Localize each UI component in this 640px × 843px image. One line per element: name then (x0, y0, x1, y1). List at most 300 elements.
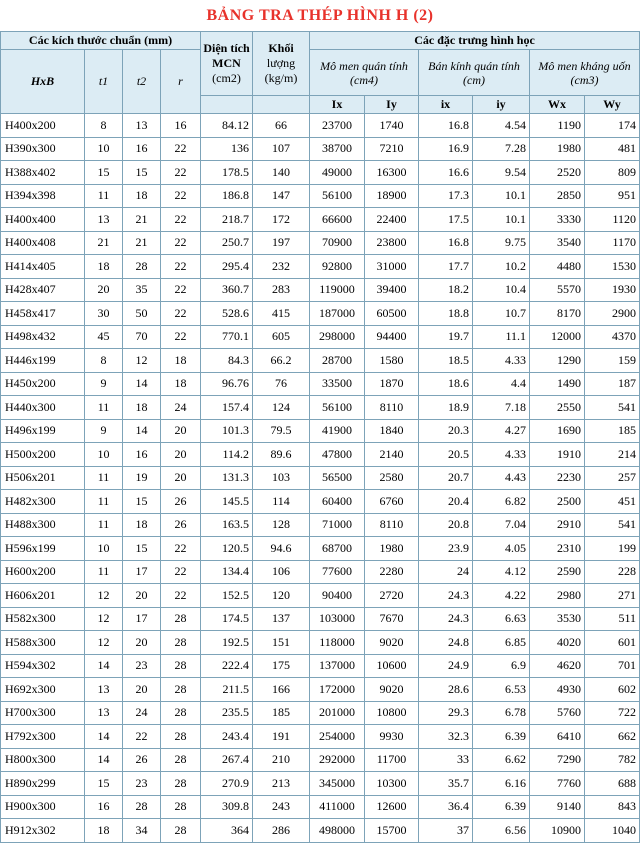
ix-cell: 18.9 (419, 396, 473, 420)
area-cell: 235.5 (201, 701, 253, 725)
area-cell: 186.8 (201, 184, 253, 208)
t1-cell: 11 (85, 560, 123, 584)
mass-cell: 197 (253, 231, 310, 255)
Wy-cell: 662 (585, 725, 640, 749)
t2-cell: 18 (123, 513, 161, 537)
area-cell: 295.4 (201, 255, 253, 279)
Wy-cell: 688 (585, 772, 640, 796)
t2-cell: 24 (123, 701, 161, 725)
r-cell: 22 (161, 255, 201, 279)
mass-cell: 175 (253, 654, 310, 678)
area-header: Diện tích MCN (cm2) (201, 32, 253, 96)
mass-cell: 147 (253, 184, 310, 208)
area-cell: 360.7 (201, 278, 253, 302)
t1-cell: 11 (85, 184, 123, 208)
Iy-cell: 7670 (365, 607, 419, 631)
r-header: r (161, 50, 201, 114)
Iy-cell: 6760 (365, 490, 419, 514)
props-group-header: Các đặc trưng hình học (310, 32, 640, 50)
t2-cell: 70 (123, 325, 161, 349)
ix-cell: 20.8 (419, 513, 473, 537)
iy-cell: 4.33 (473, 443, 530, 467)
table-row (1, 819, 640, 843)
designation-cell: H488x300 (1, 513, 85, 537)
Ix-cell: 66600 (310, 208, 365, 232)
area-cell: 145.5 (201, 490, 253, 514)
table-row (1, 396, 640, 420)
t1-cell: 10 (85, 537, 123, 561)
t1-cell: 14 (85, 748, 123, 772)
Iy-cell: 10600 (365, 654, 419, 678)
t1-cell: 13 (85, 208, 123, 232)
Ix-cell: 70900 (310, 231, 365, 255)
t1-cell: 8 (85, 114, 123, 138)
Wx-cell: 6410 (530, 725, 585, 749)
area-cell: 84.3 (201, 349, 253, 373)
Ix-cell: 60400 (310, 490, 365, 514)
Ix-cell: 56100 (310, 396, 365, 420)
r-cell: 22 (161, 184, 201, 208)
Wx-header: Wx (530, 96, 585, 114)
Ix-cell: 201000 (310, 701, 365, 725)
Iy-cell: 12600 (365, 795, 419, 819)
mass-cell: 106 (253, 560, 310, 584)
iy-cell: 10.2 (473, 255, 530, 279)
Ix-cell: 187000 (310, 302, 365, 326)
Iy-cell: 2140 (365, 443, 419, 467)
r-cell: 22 (161, 208, 201, 232)
table-row (1, 772, 640, 796)
iy-cell: 6.56 (473, 819, 530, 843)
table-row (1, 325, 640, 349)
ix-cell: 24.9 (419, 654, 473, 678)
r-cell: 18 (161, 372, 201, 396)
table-row (1, 302, 640, 326)
t1-cell: 13 (85, 678, 123, 702)
mass-cell: 79.5 (253, 419, 310, 443)
r-cell: 28 (161, 654, 201, 678)
designation-cell: H700x300 (1, 701, 85, 725)
designation-cell: H428x407 (1, 278, 85, 302)
iy-cell: 10.1 (473, 184, 530, 208)
Iy-cell: 18900 (365, 184, 419, 208)
r-cell: 22 (161, 231, 201, 255)
iy-cell: 4.33 (473, 349, 530, 373)
area-cell: 134.4 (201, 560, 253, 584)
table-row (1, 678, 640, 702)
Iy-cell: 1580 (365, 349, 419, 373)
Wx-cell: 2980 (530, 584, 585, 608)
area-cell: 178.5 (201, 161, 253, 185)
Ix-cell: 77600 (310, 560, 365, 584)
iy-cell: 6.62 (473, 748, 530, 772)
Ix-cell: 172000 (310, 678, 365, 702)
t2-cell: 17 (123, 560, 161, 584)
designation-cell: H482x300 (1, 490, 85, 514)
r-cell: 22 (161, 137, 201, 161)
mass-cell: 124 (253, 396, 310, 420)
table-row (1, 725, 640, 749)
r-cell: 22 (161, 537, 201, 561)
mass-cell: 120 (253, 584, 310, 608)
Wx-cell: 2310 (530, 537, 585, 561)
Ix-cell: 33500 (310, 372, 365, 396)
designation-cell: H400x400 (1, 208, 85, 232)
table-row (1, 208, 640, 232)
dims-group-header: Các kích thước chuẩn (mm) (1, 32, 201, 50)
Wx-cell: 4020 (530, 631, 585, 655)
area-cell: 222.4 (201, 654, 253, 678)
area-cell: 96.76 (201, 372, 253, 396)
ix-header: ix (419, 96, 473, 114)
Wx-cell: 2230 (530, 466, 585, 490)
Iy-cell: 9020 (365, 631, 419, 655)
mass-cell: 66 (253, 114, 310, 138)
inertia-header: Mô men quán tính (cm4) (310, 50, 419, 96)
Ix-cell: 23700 (310, 114, 365, 138)
iy-cell: 6.39 (473, 795, 530, 819)
Wy-cell: 722 (585, 701, 640, 725)
t2-cell: 18 (123, 184, 161, 208)
t1-cell: 16 (85, 795, 123, 819)
designation-cell: H458x417 (1, 302, 85, 326)
t2-cell: 14 (123, 419, 161, 443)
t1-cell: 12 (85, 631, 123, 655)
Ix-cell: 56500 (310, 466, 365, 490)
ix-cell: 37 (419, 819, 473, 843)
Wx-cell: 2910 (530, 513, 585, 537)
iy-cell: 6.9 (473, 654, 530, 678)
table-row (1, 584, 640, 608)
Iy-cell: 2720 (365, 584, 419, 608)
ix-cell: 32.3 (419, 725, 473, 749)
ix-cell: 24.3 (419, 584, 473, 608)
designation-cell: H400x408 (1, 231, 85, 255)
area-cell: 192.5 (201, 631, 253, 655)
r-cell: 22 (161, 560, 201, 584)
t2-cell: 18 (123, 396, 161, 420)
Wx-cell: 7290 (530, 748, 585, 772)
Wx-cell: 1980 (530, 137, 585, 161)
designation-cell: H400x200 (1, 114, 85, 138)
iy-cell: 9.54 (473, 161, 530, 185)
Wx-cell: 2590 (530, 560, 585, 584)
Ix-cell: 137000 (310, 654, 365, 678)
t1-cell: 13 (85, 701, 123, 725)
Wy-cell: 174 (585, 114, 640, 138)
designation-cell: H600x200 (1, 560, 85, 584)
t2-cell: 15 (123, 490, 161, 514)
ix-cell: 36.4 (419, 795, 473, 819)
Wx-cell: 2520 (530, 161, 585, 185)
t1-cell: 30 (85, 302, 123, 326)
ix-cell: 16.8 (419, 231, 473, 255)
t2-cell: 15 (123, 161, 161, 185)
designation-cell: H394x398 (1, 184, 85, 208)
page-title: BẢNG TRA THÉP HÌNH H (2) (206, 7, 434, 24)
table-row (1, 349, 640, 373)
t2-cell: 28 (123, 255, 161, 279)
steel-h-table (0, 31, 640, 843)
ix-cell: 35.7 (419, 772, 473, 796)
r-cell: 28 (161, 678, 201, 702)
Wy-cell: 1120 (585, 208, 640, 232)
t2-cell: 21 (123, 231, 161, 255)
mass-cell: 605 (253, 325, 310, 349)
ix-cell: 19.7 (419, 325, 473, 349)
Ix-cell: 41900 (310, 419, 365, 443)
Wy-cell: 1170 (585, 231, 640, 255)
iy-cell: 7.04 (473, 513, 530, 537)
Wx-cell: 7760 (530, 772, 585, 796)
table-row (1, 631, 640, 655)
Iy-cell: 1740 (365, 114, 419, 138)
iy-cell: 6.16 (473, 772, 530, 796)
iy-cell: 9.75 (473, 231, 530, 255)
t2-cell: 19 (123, 466, 161, 490)
designation-cell: H506x201 (1, 466, 85, 490)
table-row (1, 443, 640, 467)
mass-cell: 172 (253, 208, 310, 232)
Ix-cell: 119000 (310, 278, 365, 302)
Ix-cell: 49000 (310, 161, 365, 185)
t1-cell: 11 (85, 466, 123, 490)
ix-cell: 24.3 (419, 607, 473, 631)
table-row (1, 537, 640, 561)
Wx-cell: 2550 (530, 396, 585, 420)
iy-cell: 7.28 (473, 137, 530, 161)
area-cell: 243.4 (201, 725, 253, 749)
area-cell: 211.5 (201, 678, 253, 702)
ix-cell: 20.3 (419, 419, 473, 443)
radius-header: Bán kính quán tính (cm) (419, 50, 530, 96)
t2-cell: 26 (123, 748, 161, 772)
designation-cell: H890x299 (1, 772, 85, 796)
designation-cell: H900x300 (1, 795, 85, 819)
r-cell: 20 (161, 466, 201, 490)
r-cell: 20 (161, 419, 201, 443)
iy-cell: 6.63 (473, 607, 530, 631)
designation-cell: H440x300 (1, 396, 85, 420)
ix-cell: 24 (419, 560, 473, 584)
designation-cell: H594x302 (1, 654, 85, 678)
r-cell: 22 (161, 278, 201, 302)
t1-cell: 20 (85, 278, 123, 302)
area-cell: 152.5 (201, 584, 253, 608)
Wx-cell: 8170 (530, 302, 585, 326)
mass-cell: 66.2 (253, 349, 310, 373)
Wx-cell: 1190 (530, 114, 585, 138)
table-row (1, 513, 640, 537)
t1-cell: 8 (85, 349, 123, 373)
t1-cell: 11 (85, 513, 123, 537)
area-cell: 157.4 (201, 396, 253, 420)
t2-cell: 28 (123, 795, 161, 819)
t1-cell: 14 (85, 654, 123, 678)
Wx-cell: 2850 (530, 184, 585, 208)
t2-cell: 16 (123, 443, 161, 467)
Iy-cell: 2280 (365, 560, 419, 584)
area-cell: 270.9 (201, 772, 253, 796)
ix-cell: 20.7 (419, 466, 473, 490)
Ix-cell: 345000 (310, 772, 365, 796)
mass-cell: 89.6 (253, 443, 310, 467)
Wx-cell: 9140 (530, 795, 585, 819)
table-row (1, 560, 640, 584)
r-cell: 26 (161, 513, 201, 537)
designation-cell: H692x300 (1, 678, 85, 702)
ix-cell: 29.3 (419, 701, 473, 725)
mass-cell: 128 (253, 513, 310, 537)
Wy-cell: 541 (585, 513, 640, 537)
t1-cell: 11 (85, 396, 123, 420)
ix-cell: 17.5 (419, 208, 473, 232)
Ix-cell: 68700 (310, 537, 365, 561)
iy-cell: 7.18 (473, 396, 530, 420)
iy-cell: 11.1 (473, 325, 530, 349)
ix-cell: 23.9 (419, 537, 473, 561)
mass-cell: 114 (253, 490, 310, 514)
t2-cell: 20 (123, 678, 161, 702)
Iy-cell: 1840 (365, 419, 419, 443)
Ix-cell: 28700 (310, 349, 365, 373)
r-cell: 26 (161, 490, 201, 514)
table-row (1, 748, 640, 772)
t2-cell: 17 (123, 607, 161, 631)
t1-cell: 45 (85, 325, 123, 349)
t2-cell: 20 (123, 584, 161, 608)
r-cell: 22 (161, 325, 201, 349)
designation-cell: H606x201 (1, 584, 85, 608)
r-cell: 20 (161, 443, 201, 467)
table-row (1, 607, 640, 631)
Wx-cell: 1690 (530, 419, 585, 443)
hxb-header: HxB (1, 50, 85, 114)
mass-cell: 103 (253, 466, 310, 490)
r-cell: 22 (161, 584, 201, 608)
t2-cell: 34 (123, 819, 161, 843)
Wx-cell: 3530 (530, 607, 585, 631)
area-cell: 101.3 (201, 419, 253, 443)
mass-cell: 137 (253, 607, 310, 631)
Wy-cell: 228 (585, 560, 640, 584)
ix-cell: 18.6 (419, 372, 473, 396)
Iy-cell: 16300 (365, 161, 419, 185)
Wy-cell: 511 (585, 607, 640, 631)
Wy-cell: 701 (585, 654, 640, 678)
Ix-cell: 38700 (310, 137, 365, 161)
Wy-cell: 257 (585, 466, 640, 490)
Wx-cell: 3540 (530, 231, 585, 255)
area-cell: 114.2 (201, 443, 253, 467)
area-cell: 131.3 (201, 466, 253, 490)
ix-cell: 17.7 (419, 255, 473, 279)
table-row (1, 795, 640, 819)
ix-cell: 24.8 (419, 631, 473, 655)
iy-header: iy (473, 96, 530, 114)
t1-cell: 10 (85, 443, 123, 467)
t1-cell: 11 (85, 490, 123, 514)
table-row (1, 161, 640, 185)
ix-cell: 20.4 (419, 490, 473, 514)
ix-cell: 18.2 (419, 278, 473, 302)
t1-cell: 9 (85, 372, 123, 396)
Wy-header: Wy (585, 96, 640, 114)
Iy-cell: 8110 (365, 396, 419, 420)
Ix-cell: 498000 (310, 819, 365, 843)
Wx-cell: 1290 (530, 349, 585, 373)
table-row (1, 184, 640, 208)
Wy-cell: 602 (585, 678, 640, 702)
t1-cell: 12 (85, 584, 123, 608)
table-row (1, 419, 640, 443)
iy-cell: 6.85 (473, 631, 530, 655)
Wy-cell: 214 (585, 443, 640, 467)
t2-cell: 16 (123, 137, 161, 161)
Wy-cell: 601 (585, 631, 640, 655)
Wy-cell: 2900 (585, 302, 640, 326)
Wy-cell: 4370 (585, 325, 640, 349)
t2-cell: 15 (123, 537, 161, 561)
mass-cell: 232 (253, 255, 310, 279)
mass-cell: 185 (253, 701, 310, 725)
t1-header: t1 (85, 50, 123, 114)
Iy-cell: 60500 (365, 302, 419, 326)
Ix-cell: 411000 (310, 795, 365, 819)
table-row (1, 231, 640, 255)
Iy-cell: 94400 (365, 325, 419, 349)
ix-cell: 16.6 (419, 161, 473, 185)
mass-cell: 140 (253, 161, 310, 185)
iy-cell: 10.4 (473, 278, 530, 302)
t1-cell: 18 (85, 819, 123, 843)
iy-cell: 4.12 (473, 560, 530, 584)
Wy-cell: 159 (585, 349, 640, 373)
Iy-cell: 2580 (365, 466, 419, 490)
mass-cell: 213 (253, 772, 310, 796)
mass-cell: 191 (253, 725, 310, 749)
iy-cell: 6.53 (473, 678, 530, 702)
ix-cell: 20.5 (419, 443, 473, 467)
Wx-cell: 3330 (530, 208, 585, 232)
t1-cell: 10 (85, 137, 123, 161)
designation-cell: H500x200 (1, 443, 85, 467)
area-cell: 120.5 (201, 537, 253, 561)
mass-cell: 107 (253, 137, 310, 161)
area-cell: 309.8 (201, 795, 253, 819)
table-row (1, 137, 640, 161)
iy-cell: 6.39 (473, 725, 530, 749)
r-cell: 28 (161, 748, 201, 772)
Wy-cell: 1040 (585, 819, 640, 843)
table-row (1, 278, 640, 302)
area-cell: 136 (201, 137, 253, 161)
iy-cell: 6.82 (473, 490, 530, 514)
mass-cell: 243 (253, 795, 310, 819)
r-cell: 28 (161, 795, 201, 819)
Wx-cell: 1490 (530, 372, 585, 396)
r-cell: 28 (161, 819, 201, 843)
Iy-cell: 39400 (365, 278, 419, 302)
iy-cell: 4.22 (473, 584, 530, 608)
t1-cell: 15 (85, 161, 123, 185)
mass-cell: 415 (253, 302, 310, 326)
Ix-cell: 298000 (310, 325, 365, 349)
area-cell: 250.7 (201, 231, 253, 255)
Ix-cell: 92800 (310, 255, 365, 279)
iy-cell: 4.05 (473, 537, 530, 561)
modulus-header: Mô men kháng uốn (cm3) (530, 50, 640, 96)
